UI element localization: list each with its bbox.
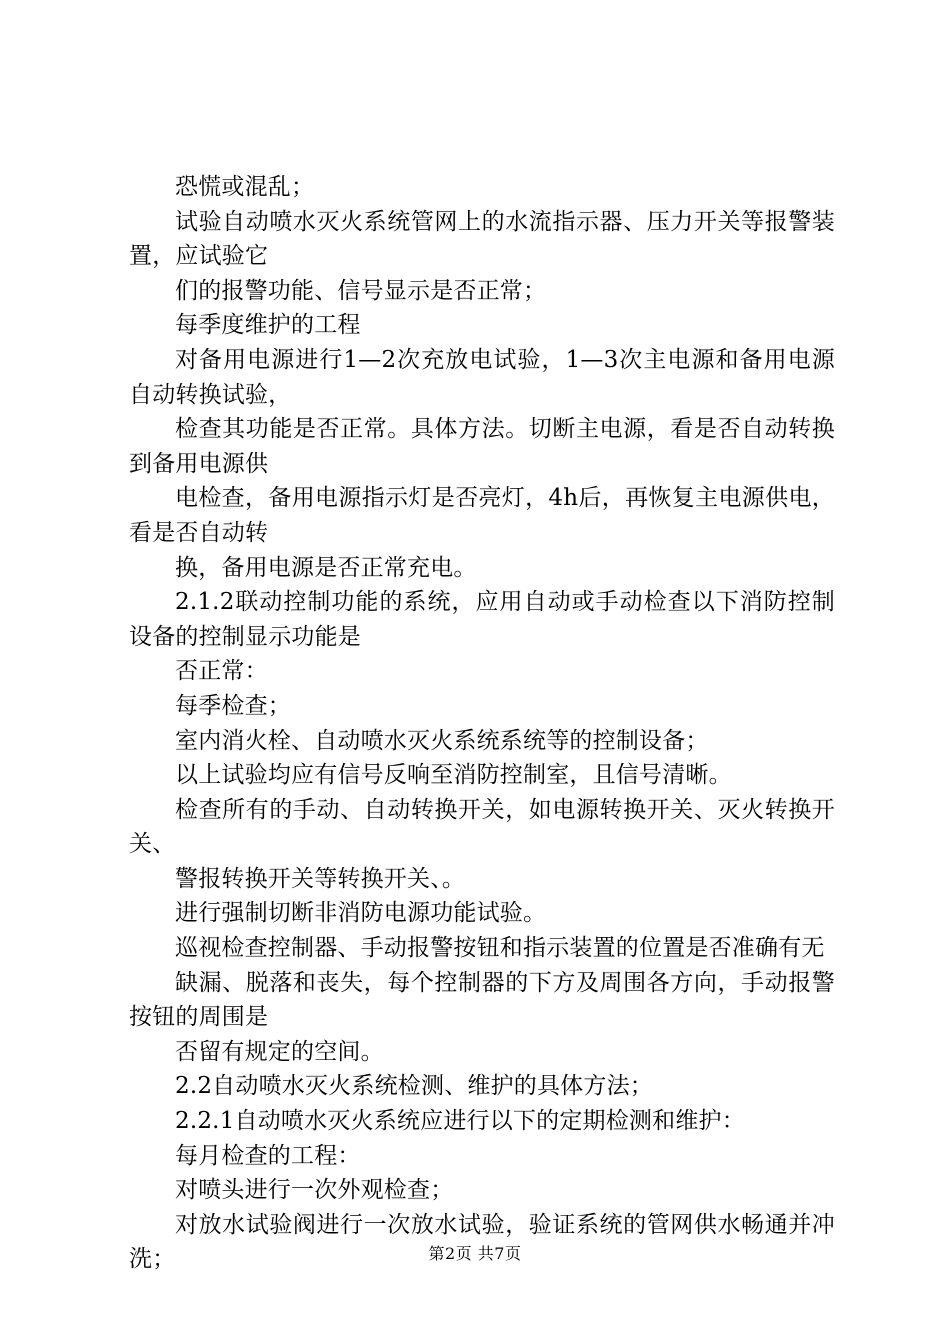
paragraph: 对放水试验阀进行一次放水试验，验证系统的管网供水畅通并冲洗； (129, 1211, 835, 1273)
paragraph: 巡视检查控制器、手动报警按钮和指示装置的位置是否准确有无 (175, 935, 825, 962)
paragraph: 电检查，备用电源指示灯是否亮灯，4h后，再恢复主电源供电，看是否自动转 (129, 485, 835, 546)
paragraph: 以上试验均应有信号反响至消防控制室，且信号清晰。 (175, 762, 732, 789)
paragraph: 试验自动喷水灭火系统管网上的水流指示器、压力开关等报警装置，应试验它 (129, 208, 835, 270)
paragraph: 对喷头进行一次外观检查； (175, 1177, 454, 1204)
paragraph: 缺漏、脱落和丧失，每个控制器的下方及周围各方向，手动报警按钮的周围是 (129, 969, 835, 1031)
paragraph: 进行强制切断非消防电源功能试验。 (175, 900, 547, 927)
paragraph: 每季度维护的工程 (175, 312, 361, 339)
document-body (129, 170, 835, 1277)
paragraph: 室内消火栓、自动喷水灭火系统系统等的控制设备； (175, 727, 709, 754)
paragraph: 警报转换开关等转换开关、。 (175, 865, 466, 892)
page-number-footer: 第2页 共7页 (428, 1244, 522, 1263)
paragraph: 对备用电源进行1—2次充放电试验，1—3次主电源和备用电源自动转换试验， (129, 346, 835, 408)
paragraph: 检查其功能是否正常。具体方法。切断主电源，看是否自动转换到备用电源供 (129, 416, 835, 477)
paragraph: 每月检查的工程： (175, 1142, 361, 1169)
paragraph: 2.2.1自动喷水灭火系统应进行以下的定期检测和维护： (175, 1108, 745, 1135)
paragraph: 恐慌或混乱； (175, 174, 315, 200)
paragraph: 否留有规定的空间。 (175, 1038, 384, 1065)
paragraph: 否正常： (175, 658, 268, 685)
paragraph: 2.2自动喷水灭火系统检测、维护的具体方法； (175, 1073, 653, 1100)
paragraph: 2.1.2联动控制功能的系统，应用自动或手动检查以下消防控制设备的控制显示功能是 (129, 589, 835, 650)
paragraph: 检查所有的手动、自动转换开关，如电源转换开关、灭火转换开关、 (129, 796, 835, 858)
paragraph: 换，备用电源是否正常充电。 (175, 554, 477, 581)
paragraph: 们的报警功能、信号显示是否正常； (175, 277, 547, 304)
paragraph: 每季检查； (175, 692, 291, 719)
